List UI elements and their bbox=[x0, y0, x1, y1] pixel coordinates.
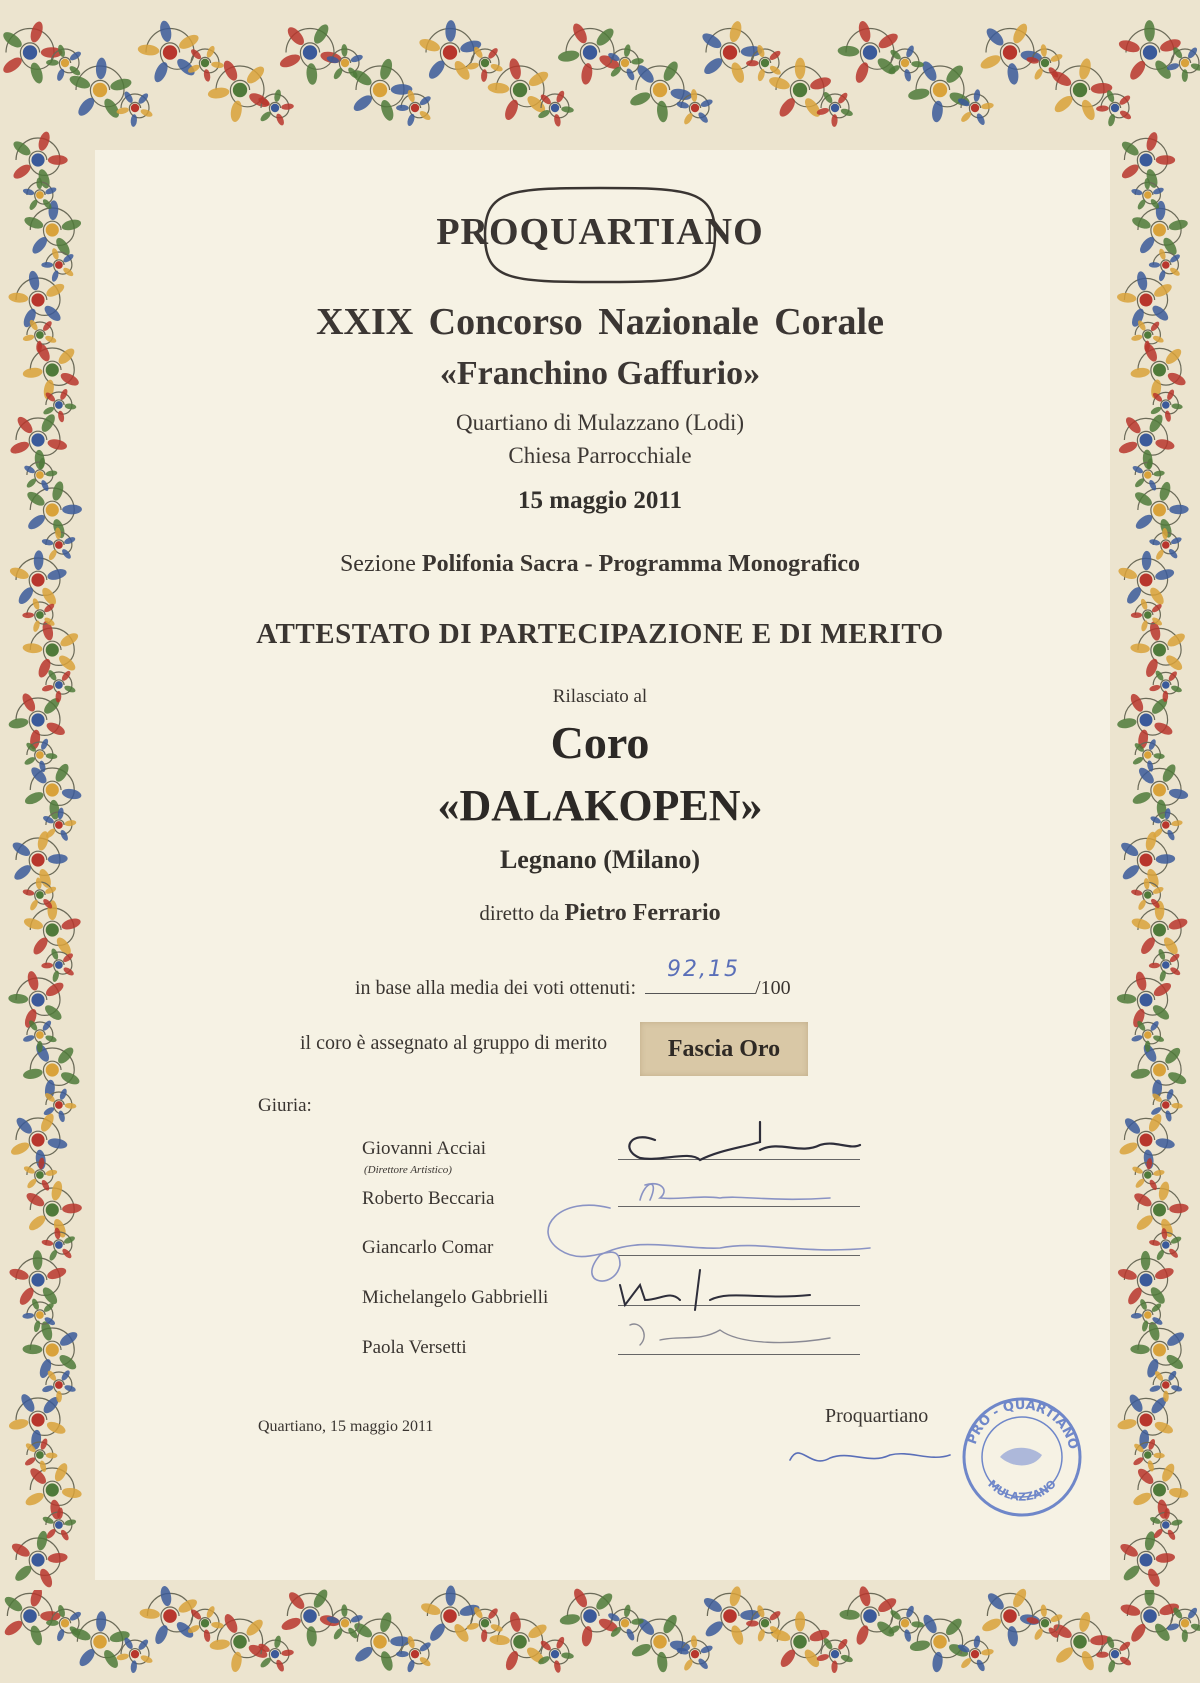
signature-line bbox=[618, 1304, 860, 1306]
choir-city: Legnano (Milano) bbox=[499, 845, 701, 874]
proquartiano-logo bbox=[400, 180, 800, 290]
choir-name: «DALAKOPEN» bbox=[437, 781, 763, 830]
contest-name: «Franchino Gaffurio» bbox=[439, 355, 761, 392]
jury-label: Giuria: bbox=[258, 1095, 312, 1116]
signature-line bbox=[618, 1353, 860, 1355]
logo-text: PROQUARTIANO bbox=[436, 211, 764, 253]
jury-member: Roberto Beccaria bbox=[362, 1188, 495, 1209]
section-prefix: Sezione bbox=[339, 551, 422, 577]
contest-venue: Chiesa Parrocchiale bbox=[508, 443, 692, 468]
jury-member: Paola Versetti bbox=[362, 1337, 467, 1358]
merit-badge: Fascia Oro bbox=[640, 1022, 808, 1076]
director-line bbox=[0, 900, 1200, 927]
stamp-text-top: PRO - QUARTIANO bbox=[964, 1397, 1081, 1452]
signature-line bbox=[618, 1254, 860, 1256]
score-value: 92,15 bbox=[667, 957, 741, 982]
svg-text:MULAZZANO bbox=[985, 1477, 1059, 1503]
contest-date: 15 maggio 2011 bbox=[518, 487, 682, 514]
score-field bbox=[645, 957, 755, 994]
score-label: in base alla media dei voti ottenuti: bbox=[355, 977, 637, 999]
contest-title: XXIX Concorso Nazionale Corale bbox=[316, 301, 884, 343]
jury-member: Giovanni Acciai bbox=[362, 1138, 486, 1159]
contest-place: Quartiano di Mulazzano (Lodi) bbox=[455, 410, 745, 435]
signature-line bbox=[618, 1205, 860, 1207]
director-name: Pietro Ferrario bbox=[564, 900, 721, 926]
choir-label: Coro bbox=[550, 717, 650, 768]
jury-member: Giancarlo Comar bbox=[362, 1237, 494, 1258]
svg-text:PRO - QUARTIANO bbox=[965, 1398, 1080, 1451]
signature-line bbox=[618, 1158, 860, 1160]
organizer-signature-label: Proquartiano bbox=[825, 1405, 929, 1427]
floral-border-bottom bbox=[0, 1580, 1200, 1683]
section-name: Polifonia Sacra - Programma Monografico bbox=[421, 551, 861, 577]
jury-member-role: (Direttore Artistico) bbox=[364, 1164, 452, 1176]
score-max: /100 bbox=[755, 977, 791, 999]
certificate-title: ATTESTATO DI PARTECIPAZIONE E DI MERITO bbox=[256, 618, 944, 650]
floral-border-top bbox=[0, 0, 1200, 150]
section-line bbox=[0, 551, 1200, 578]
merit-row: il coro è assegnato al gruppo di merito bbox=[300, 1032, 608, 1054]
association-stamp bbox=[960, 1395, 1085, 1520]
score-row bbox=[355, 957, 791, 1000]
jury-member: Michelangelo Gabbrielli bbox=[362, 1287, 549, 1308]
directed-by-label: diretto da bbox=[479, 901, 565, 925]
stamp-text-bottom: MULAZZANO bbox=[985, 1477, 1059, 1504]
issued-to-label: Rilasciato al bbox=[552, 686, 648, 707]
issue-place-date: Quartiano, 15 maggio 2011 bbox=[258, 1418, 434, 1435]
